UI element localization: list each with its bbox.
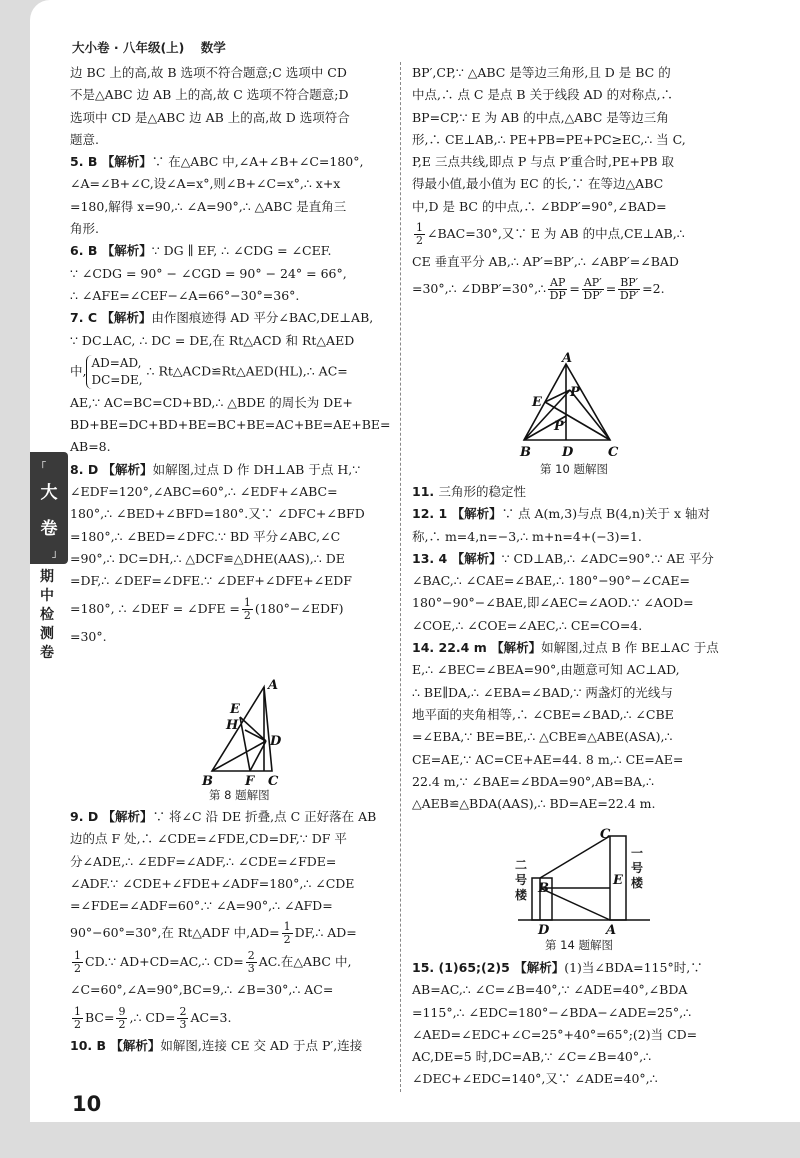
- analysis-tag: 【解析】: [102, 809, 153, 824]
- label-b: B: [520, 445, 531, 460]
- fraction-denominator: 2: [243, 608, 251, 622]
- fraction-denominator: 2: [74, 1017, 81, 1031]
- page-number: 10: [72, 1092, 102, 1116]
- line-text: AC=3.: [190, 1009, 232, 1025]
- text-line: =180°,∴ ∠BED=∠DFC.∵ BD 平分∠ABC,∠C: [70, 528, 341, 544]
- text-line: ∠EDF=120°,∠ABC=60°,∴ ∠EDF+∠ABC=: [70, 484, 338, 500]
- fraction: [548, 277, 567, 302]
- question-number: 12.: [412, 506, 439, 522]
- text-line: AB=8.: [70, 439, 111, 455]
- analysis-tag: 【解析】: [110, 1037, 161, 1053]
- line-text: ∵ 点 A(m,3)与点 B(4,n)关于 x 轴对: [501, 506, 710, 522]
- text-line: =∠FDE=∠ADF=60°.∵ ∠A=90°,∴ ∠AFD=: [70, 898, 333, 914]
- answer: D: [87, 809, 103, 824]
- analysis-tag: 【解析】: [514, 960, 565, 975]
- answer: B: [87, 154, 102, 170]
- text-line: 题意.: [70, 131, 99, 147]
- segment-ba: [540, 888, 610, 920]
- line-text: 由作图痕迹得 AD 平分∠BAC,DE⊥AB,: [151, 310, 374, 326]
- line-text: 90°−60°=30°,在 Rt△ADF 中,AD=: [70, 925, 280, 941]
- question-number: 6.: [70, 243, 88, 259]
- question-number: 9.: [70, 809, 88, 824]
- text-line: ∴ ∠AFE=∠CEF−∠A=66°−30°=36°.: [70, 287, 300, 303]
- fraction-numerator: 1: [243, 595, 251, 609]
- line-text: CD.∵ AD+CD=AC,∴ CD=: [85, 954, 244, 970]
- text-line: 180°,∴ ∠BED+∠BFD=180°.又∵ ∠DFC+∠BFD: [70, 506, 365, 522]
- left-column-top: [70, 62, 392, 648]
- label-d: D: [562, 445, 574, 460]
- building-one-label: 一号楼: [630, 846, 643, 890]
- book-series: 大小卷 · 八年级(上): [72, 40, 185, 55]
- label-h: H: [226, 718, 239, 733]
- text-line: [412, 222, 732, 247]
- question-line: [70, 806, 392, 828]
- brace-system: [86, 355, 142, 389]
- question-number: 7.: [70, 310, 88, 326]
- fraction-numerator: AP: [550, 276, 566, 290]
- fraction-numerator: 1: [74, 949, 81, 963]
- answer: B: [87, 243, 102, 259]
- question-line: [412, 548, 732, 570]
- text-line: 地平面的夹角相等,∴ ∠CBE=∠BAD,∴ ∠CBE: [412, 706, 674, 722]
- section-label: 期中检测卷: [40, 569, 54, 661]
- text-line: =30°.: [70, 628, 107, 644]
- answer: 22.4 m: [438, 640, 492, 656]
- question-line: [412, 481, 732, 503]
- answer: C: [87, 310, 102, 326]
- light-ray-bc: [540, 836, 610, 878]
- fraction-numerator: 2: [247, 949, 255, 963]
- label-d: D: [270, 734, 282, 749]
- text-line: ∠A=∠B+∠C,设∠A=x°,则∠B+∠C=x°,∴ x+x: [70, 176, 341, 192]
- analysis-tag: 【解析】: [491, 640, 542, 656]
- text-line: BP=CP,∵ E 为 AB 的中点,△ABC 是等边三角: [412, 109, 669, 125]
- question-number: 10.: [70, 1037, 97, 1053]
- text-line: AE,∵ AC=BC=CD+BD,∴ △BDE 的周长为 DE+: [70, 394, 353, 410]
- question-number: 15.: [412, 960, 439, 975]
- figure-10-caption: 第 10 题解图: [540, 462, 608, 476]
- corner-mark-icon: 」: [52, 549, 62, 560]
- fraction: [116, 1006, 127, 1031]
- fraction-denominator: DP′: [619, 289, 639, 303]
- figure-10-diagram: [512, 352, 622, 460]
- label-b: B: [538, 881, 549, 896]
- column-divider: [400, 62, 401, 1092]
- fraction-denominator: 3: [247, 962, 255, 976]
- line-text: (180°−∠EDF): [254, 600, 344, 616]
- text-line: 180°−90°−∠BAE,即∠AEC=∠AOD.∵ ∠AOD=: [412, 595, 694, 611]
- fraction: [72, 950, 83, 975]
- fraction-numerator: 2: [179, 1004, 187, 1018]
- text-line: [70, 1006, 392, 1031]
- text-line: ∠BAC,∴ ∠CAE=∠BAE,∴ 180°−90°−∠CAE=: [412, 573, 690, 589]
- fraction: [282, 921, 293, 946]
- fraction-numerator: AP′: [583, 276, 602, 290]
- line-text: 中,: [70, 363, 87, 379]
- text-line: =180,解得 x=90,∴ ∠A=90°,∴ △ABC 是直角三: [70, 198, 347, 214]
- question-line: [412, 957, 732, 979]
- fraction-denominator: 2: [118, 1017, 126, 1031]
- fraction-numerator: 9: [118, 1004, 126, 1018]
- question-number: 14.: [412, 640, 439, 656]
- text-line: ∠ADF.∵ ∠CDE+∠FDE+∠ADF=180°,∴ ∠CDE: [70, 875, 355, 891]
- text-line: [70, 355, 392, 389]
- text-line: 得最小值,最小值为 EC 的长,∵ 在等边△ABC: [412, 176, 664, 192]
- text-line: 边的点 F 处,∴ ∠CDE=∠FDE,CD=DF,∵ DF 平: [70, 831, 347, 847]
- answer: B: [96, 1037, 111, 1053]
- label-e: E: [230, 702, 240, 717]
- line-text: =30°,∴ ∠DBP′=30°,∴: [412, 281, 547, 297]
- line-text: ∴ Rt△ACD≌Rt△AED(HL),∴ AC=: [146, 363, 348, 379]
- text-line: CE 垂直平分 AB,∴ AP′=BP′,∴ ∠ABP′=∠BAD: [412, 254, 679, 270]
- text-line: 边 BC 上的高,故 B 选项不符合题意;C 选项中 CD: [70, 65, 347, 80]
- figure-8-caption: 第 8 题解图: [209, 788, 270, 802]
- page-header: [72, 38, 238, 56]
- fraction: [246, 950, 257, 975]
- question-line: [70, 459, 392, 481]
- line-text: ∠BAC=30°,又∵ E 为 AB 的中点,CE⊥AB,∴: [427, 226, 685, 242]
- text-line: 角形.: [70, 221, 99, 237]
- label-c: C: [600, 827, 611, 842]
- question-number: 11.: [412, 484, 439, 499]
- right-column-middle: [412, 481, 732, 815]
- text-line: BP′,CP,∵ △ABC 是等边三角形,且 D 是 BC 的: [412, 65, 671, 80]
- line-text: DF,∴ AD=: [294, 925, 357, 941]
- line-text: =180°, ∴ ∠DEF = ∠DFE =: [70, 600, 240, 616]
- fraction: [414, 222, 425, 247]
- label-d: D: [538, 923, 550, 938]
- equation: AD=AD,: [91, 355, 142, 370]
- label-e: E: [613, 873, 623, 888]
- question-line: [70, 307, 392, 329]
- fraction-denominator: 3: [179, 1017, 187, 1031]
- line-text: ∵ 将∠C 沿 DE 折叠,点 C 正好落在 AB: [152, 809, 377, 824]
- text-line: AC,DE=5 时,DC=AB,∵ ∠C=∠B=40°,∴: [412, 1049, 652, 1065]
- question-number: 5.: [70, 154, 88, 170]
- right-column-top: [412, 62, 732, 306]
- text-line: =∠EBA,∵ BE=BE,∴ △CBE≌△ABE(ASA),∴: [412, 729, 673, 745]
- text-line: 分∠ADE,∴ ∠EDF=∠ADF,∴ ∠CDE=∠FDE=: [70, 853, 337, 869]
- fraction-denominator: 2: [416, 234, 423, 248]
- text-line: [70, 950, 392, 975]
- text-line: ∠C=60°,∠A=90°,BC=9,∴ ∠B=30°,∴ AC=: [70, 982, 334, 998]
- line-text: =: [569, 281, 580, 297]
- fraction-numerator: 1: [416, 221, 423, 235]
- fraction: [177, 1006, 188, 1031]
- analysis-tag: 【解析】: [101, 154, 152, 170]
- text-line: ∴ BE∥DA,∴ ∠EBA=∠BAD,∵ 两盏灯的光线与: [412, 684, 673, 700]
- building-two-label: 二号楼: [514, 858, 527, 902]
- label-e: E: [532, 395, 542, 410]
- subject-label: 数学: [200, 40, 226, 55]
- text-line: △AEB≌△BDA(AAS),∴ BD=AE=22.4 m.: [412, 796, 656, 812]
- fraction: [242, 597, 253, 622]
- analysis-tag: 【解析】: [451, 550, 502, 566]
- left-column-bottom: [70, 806, 392, 1057]
- text-line: BD+BE=DC+BD+BE=BC+BE=AC+BE=AE+BE=: [70, 417, 391, 433]
- question-line: [70, 1035, 392, 1057]
- text-line: [70, 597, 392, 622]
- text-line: AB=AC,∴ ∠C=∠B=40°,∵ ∠ADE=40°,∠BDA: [412, 982, 688, 998]
- line-text: ∵ CD⊥AB,∴ ∠ADC=90°.∵ AE 平分: [501, 550, 714, 566]
- fraction-denominator: DP: [549, 289, 566, 303]
- text-line: [70, 921, 392, 946]
- text-line: 选项中 CD 是△ABC 边 AB 上的高,故 D 选项符合: [70, 109, 350, 125]
- line-text: 如解图,过点 B 作 BE⊥AC 于点: [541, 640, 719, 656]
- fraction-numerator: 1: [283, 920, 291, 934]
- text-line: [412, 277, 732, 302]
- text-line: 称,∴ m=4,n=−3,∴ m+n=4+(−3)=1.: [412, 528, 642, 544]
- figure-14-caption: 第 14 题解图: [545, 938, 613, 952]
- label-p: P: [570, 385, 580, 400]
- label-a: A: [562, 352, 573, 366]
- equation: DC=DE,: [91, 372, 143, 387]
- side-tab: [30, 452, 68, 564]
- side-tab-char-1: 大: [40, 483, 58, 503]
- text-line: CE=AE,∵ AC=CE+AE=44. 8 m,∴ CE=AE=: [412, 751, 684, 767]
- right-column-bottom: [412, 957, 732, 1091]
- analysis-tag: 【解析】: [101, 243, 152, 259]
- question-number: 8.: [70, 461, 88, 477]
- text-line: ∠DEC+∠EDC=140°,又∵ ∠ADE=40°,∴: [412, 1071, 658, 1087]
- question-line: [412, 637, 732, 659]
- line-text: AC.在△ABC 中,: [258, 954, 352, 970]
- answer: 4: [438, 550, 452, 566]
- analysis-tag: 【解析】: [101, 310, 152, 326]
- side-tab-char-2: 卷: [40, 519, 58, 539]
- fraction: [582, 277, 604, 302]
- text-line: 22.4 m,∵ ∠BAE=∠BDA=90°,AB=BA,∴: [412, 773, 654, 789]
- question-line: [412, 503, 732, 525]
- line-text: 如解图,过点 D 作 DH⊥AB 于点 H,∵: [152, 461, 361, 477]
- fraction-numerator: BP′: [620, 276, 639, 290]
- line-text: =2.: [642, 281, 665, 297]
- text-line: 中点,∴ 点 C 是点 B 关于线段 AD 的对称点,∴: [412, 87, 674, 103]
- text-line: P,E 三点共线,即点 P 与点 P′重合时,PE+PB 取: [412, 154, 675, 170]
- question-line: [70, 240, 392, 262]
- answer: (1)65;(2)5: [438, 960, 515, 975]
- line-text: ,∴ CD=: [129, 1009, 176, 1025]
- line-text: 如解图,连接 CE 交 AD 于点 P′,连接: [160, 1037, 363, 1053]
- fraction-numerator: 1: [74, 1004, 81, 1018]
- text-line: ∵ ∠CDG = 90° − ∠CGD = 90° − 24° = 66°,: [70, 265, 347, 281]
- label-a: A: [268, 678, 279, 693]
- corner-mark-icon: 「: [36, 462, 46, 473]
- text-line: =90°,∴ DC=DH,∴ △DCF≌△DHE(AAS),∴ DE: [70, 550, 345, 566]
- label-b: B: [202, 774, 213, 787]
- line-text: ∵ 在△ABC 中,∠A+∠B+∠C=180°,: [151, 154, 364, 170]
- fraction: [618, 277, 640, 302]
- label-c: C: [608, 445, 619, 460]
- text-line: 形,∴ CE⊥AB,∴ PE+PB=PE+PC≥EC,∴ 当 C,: [412, 131, 686, 147]
- answer: D: [87, 461, 103, 477]
- fraction: [72, 1006, 83, 1031]
- text-line: ∵ DC⊥AC, ∴ DC = DE,在 Rt△ACD 和 Rt△AED: [70, 332, 355, 348]
- text-line: ∠COE,∴ ∠COE=∠AEC,∴ CE=CO=4.: [412, 617, 643, 633]
- text-line: =115°,∴ ∠EDC=180°−∠BDA−∠ADE=25°,∴: [412, 1004, 692, 1020]
- text-line: ∠AED=∠EDC+∠C=25°+40°=65°;(2)当 CD=: [412, 1026, 698, 1042]
- fraction-denominator: 2: [283, 933, 291, 947]
- label-a: A: [606, 923, 617, 938]
- text-line: =DF,∴ ∠DEF=∠DFE.∵ ∠DEF+∠DFE+∠EDF: [70, 573, 352, 589]
- question-number: 13.: [412, 550, 439, 566]
- text-line: 不是△ABC 边 AB 上的高,故 C 选项不符合题意;D: [70, 87, 349, 103]
- label-f: F: [245, 774, 255, 787]
- fraction-denominator: 2: [74, 962, 81, 976]
- text-line: E,∴ ∠BEC=∠BEA=90°,由题意可知 AC⊥AD,: [412, 662, 680, 678]
- fraction-denominator: DP′: [583, 289, 603, 303]
- line-text: =: [605, 281, 617, 297]
- label-p-prime: P′: [554, 419, 568, 434]
- analysis-tag: 【解析】: [451, 506, 502, 522]
- analysis-tag: 【解析】: [102, 461, 153, 477]
- line-text: 三角形的稳定性: [438, 484, 527, 499]
- figure-8-diagram: [190, 675, 300, 787]
- text-line: 中,D 是 BC 的中点,∴ ∠BDP′=90°,∠BAD=: [412, 198, 667, 214]
- answer: 1: [438, 506, 452, 522]
- line-text: (1)当∠BDA=115°时,∵: [564, 960, 703, 975]
- line-text: BC=: [85, 1009, 115, 1025]
- question-line: [70, 151, 392, 173]
- line-text: ∵ DG ∥ EF, ∴ ∠CDG = ∠CEF.: [151, 243, 332, 259]
- label-c: C: [268, 774, 279, 787]
